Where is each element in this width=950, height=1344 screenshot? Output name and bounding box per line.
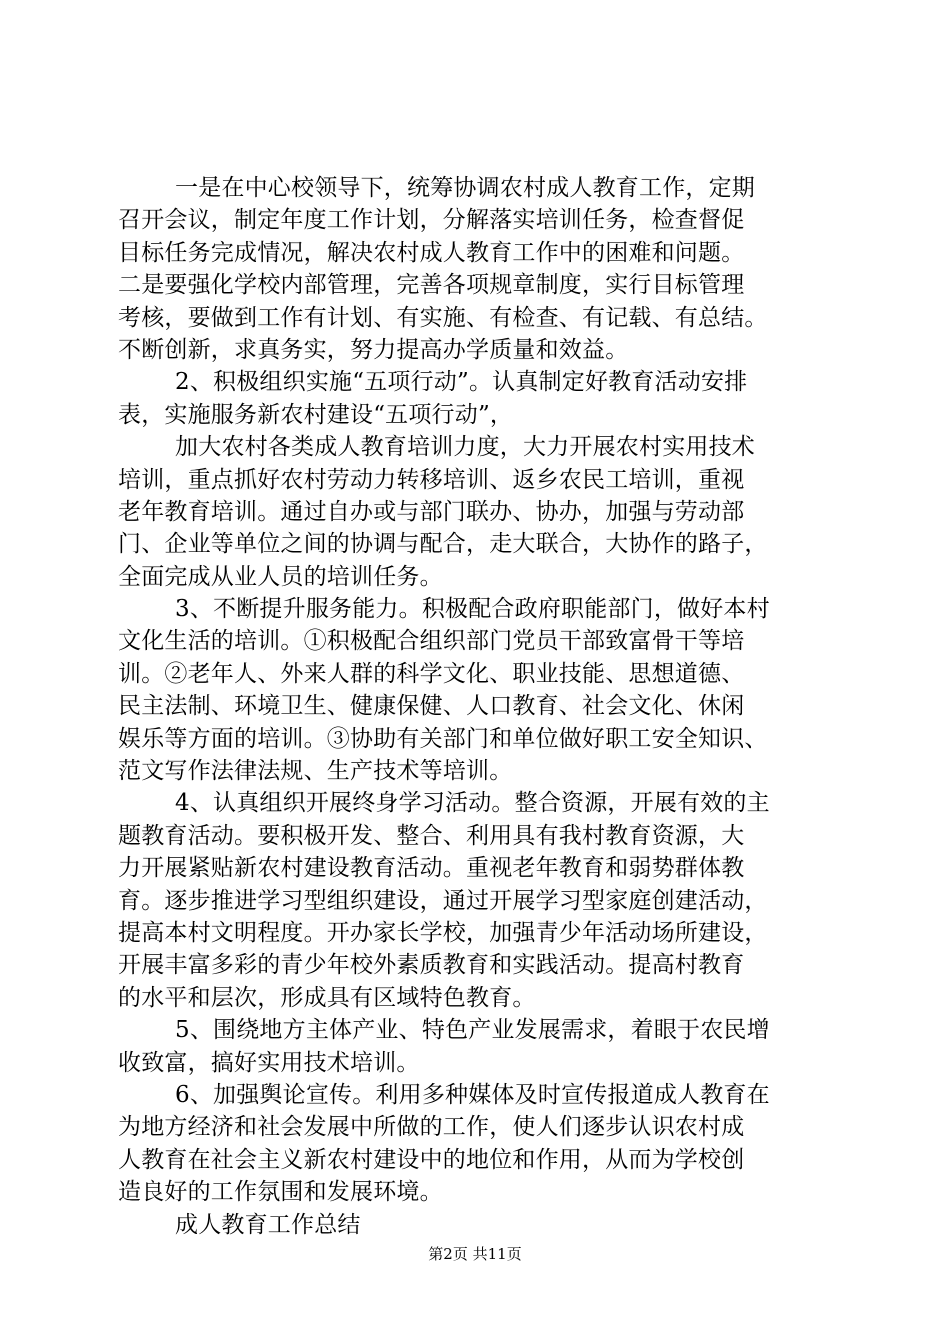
text-line: 召开会议，制定年度工作计划，分解落实培训任务，检查督促 — [118, 207, 745, 234]
section-title: 成人教育工作总结 — [175, 1211, 361, 1238]
text-line: 题教育活动。要积极开发、整合、利用具有我村教育资源，大 — [118, 822, 745, 849]
document-body — [118, 172, 838, 1241]
text-line: 目标任务完成情况，解决农村成人教育工作中的困难和问题。 — [118, 239, 745, 266]
text-line: 育。逐步推进学习型组织建设，通过开展学习型家庭创建活动， — [118, 887, 768, 914]
text-line: 娱乐等方面的培训。③协助有关部门和单位做好职工安全知识、 — [118, 725, 768, 752]
text-line: 范文写作法律法规、生产技术等培训。 — [118, 758, 513, 785]
page-number-footer: 第2页 共11页 — [428, 1245, 522, 1263]
text-line: 一是在中心校领导下，统筹协调农村成人教育工作，定期 — [175, 175, 755, 201]
text-line: 提高本村文明程度。开办家长学校，加强青少年活动场所建设， — [118, 919, 768, 946]
text-line: 二是要强化学校内部管理，完善各项规章制度，实行目标管理 — [118, 272, 745, 299]
text-line: 3、不断提升服务能力。积极配合政府职能部门，做好本村 — [175, 596, 770, 623]
text-line: 人教育在社会主义新农村建设中的地位和作用，从而为学校创 — [118, 1146, 745, 1173]
text-line: 表，实施服务新农村建设“五项行动”， — [118, 401, 514, 428]
text-line: 加大农村各类成人教育培训力度，大力开展农村实用技术 — [175, 434, 755, 461]
text-line: 5、围绕地方主体产业、特色产业发展需求，着眼于农民增 — [175, 1017, 770, 1044]
text-line: 训。②老年人、外来人群的科学文化、职业技能、思想道德、 — [118, 660, 745, 687]
text-line: 的水平和层次，形成具有区域特色教育。 — [118, 984, 536, 1011]
text-line: 全面完成从业人员的培训任务。 — [118, 563, 443, 590]
text-line: 开展丰富多彩的青少年校外素质教育和实践活动。提高村教育 — [118, 952, 745, 979]
text-line: 收致富，搞好实用技术培训。 — [118, 1049, 420, 1076]
text-line: 4、认真组织开展终身学习活动。整合资源，开展有效的主 — [175, 790, 770, 817]
text-line: 力开展紧贴新农村建设教育活动。重视老年教育和弱势群体教 — [118, 855, 745, 882]
text-line: 考核，要做到工作有计划、有实施、有检查、有记载、有总结。 — [118, 304, 768, 331]
text-line: 民主法制、环境卫生、健康保健、人口教育、社会文化、休闲 — [118, 693, 745, 720]
text-line: 文化生活的培训。①积极配合组织部门党员干部致富骨干等培 — [118, 628, 745, 655]
text-line: 门、企业等单位之间的协调与配合，走大联合，大协作的路子， — [118, 531, 768, 558]
text-line: 造良好的工作氛围和发展环境。 — [118, 1179, 443, 1206]
text-line: 老年教育培训。通过自办或与部门联办、协办，加强与劳动部 — [118, 498, 745, 525]
text-line: 培训，重点抓好农村劳动力转移培训、返乡农民工培训，重视 — [118, 466, 745, 493]
text-line: 6、加强舆论宣传。利用多种媒体及时宣传报道成人教育在 — [175, 1081, 770, 1108]
text-line: 2、积极组织实施“五项行动”。认真制定好教育活动安排 — [175, 369, 748, 396]
text-line: 为地方经济和社会发展中所做的工作，使人们逐步认识农村成 — [118, 1114, 745, 1141]
text-line: 不断创新，求真务实，努力提高办学质量和效益。 — [118, 336, 629, 363]
